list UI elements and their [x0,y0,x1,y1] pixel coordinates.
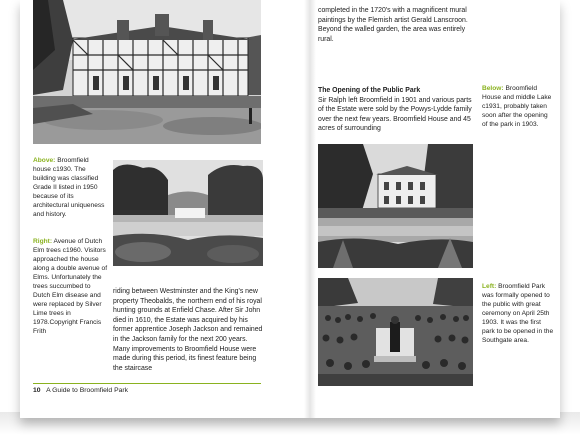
footer-title: A Guide to Broomfield Park [46,387,129,394]
caption-above-text: Broomfield house c1930. The building was classified Grade II listed in 1950 because of its architectural uniqueness and history. [33,157,105,218]
section-text: Sir Ralph left Broomfield in 1901 and various parts of the Estate were sold by the Powys-Lydde family over the next few years. Broomfield House and 45 acres of surrounding [318,96,472,133]
photo-broomfield-house-1930 [33,0,261,144]
caption-below-text: Broomfield House and middle Lake c1931, probably taken soon after the opening of the park in 1903. [482,85,552,128]
caption-below-label: Below: [482,85,504,92]
section-heading: The Opening of the Public Park [318,87,421,94]
page-footer [33,387,128,394]
caption-left-text: Broomfield Park was formally opened to the public with great ceremony on April 25th 1903. It was the first park to be opened in the Southgate area. [482,283,554,344]
caption-left [482,282,554,345]
caption-below [482,84,554,129]
page-number: 10 [33,387,41,394]
right-top-text: completed in the 1720's with a magnificent mural paintings by the Flemish artist Gerald Lanscroon. Beyond the walled garden, the area was entirely rural. [318,7,468,43]
photo-house-and-lake [318,144,473,268]
section-opening-park [318,86,472,134]
page-gutter [304,0,316,418]
photo-avenue-elm-trees [113,160,263,266]
photo-opening-ceremony-1903 [318,278,473,386]
footer-rule [33,383,261,384]
left-body-text: riding between Westminster and the King's new property Theobalds, the northern end of his royal hunting grounds at Enfield Chase. After Sir John died in 1610, the Estate was acquired by his former apprentice Joseph Jackson and remained in the Jackson family for the next 200 years. Many improvements to Broomfield House were made during this period, its finest feature being the staircase [113,288,263,372]
caption-right-text: Avenue of Dutch Elm trees c1960. Visitors approached the house along a double avenue of Elms. Unfortunately the trees succumbed to Dutch Elm disease and were replaced by Silver Lime trees in 1978.Copyright Francis Frith [33,238,108,335]
caption-right-label: Right: [33,238,53,245]
caption-above [33,156,107,219]
caption-above-label: Above: [33,157,56,164]
caption-right [33,237,109,336]
caption-left-label: Left: [482,283,497,290]
